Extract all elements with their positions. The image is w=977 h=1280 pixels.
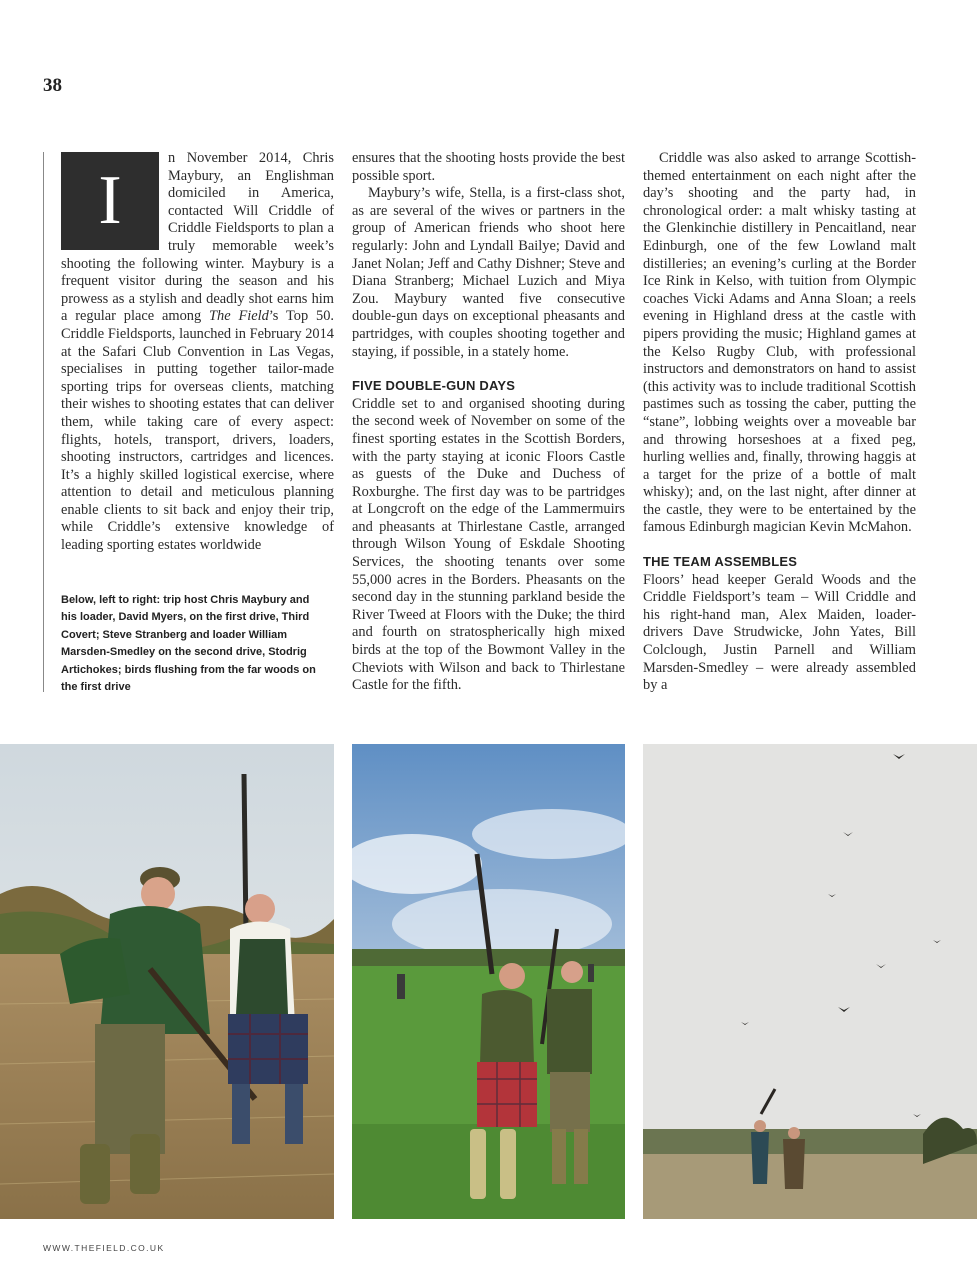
article-column-3 xyxy=(643,150,916,695)
subheading: THE TEAM ASSEMBLES xyxy=(643,554,798,570)
photo-stranberg-and-loader xyxy=(352,744,625,1219)
magazine-title: The Field xyxy=(209,308,269,325)
subheading: FIVE DOUBLE-GUN DAYS xyxy=(352,378,516,394)
page-number: 38 xyxy=(43,75,62,96)
photo-birds-flushing xyxy=(643,744,977,1219)
photo-caption: Below, left to right: trip host Chris Maybury and his loader, David Myers, on the first drive, Third Covert; Steve Stranberg and loader William Marsden-Smedley on the second drive, Stodrig Artichokes; birds flushing from the far woods on the first drive xyxy=(61,594,316,694)
paragraph: Criddle was also asked to arrange Scottish-themed entertainment on each night after the day’s shooting and the party had, in chronological order: a malt whisky tasting at the Glenkinchie distillery in Pencaitland, near Edinburgh, one of the few Lowland malt distilleries; an evening’s curling at the Border Ice Rink in Kelso, with tuition from Olympic coaches Vicki Adams and Anna Sloan; a reels evening in Highland dress at the castle with pipers providing the music; Highland games at the Kelso Rugby Club, with professional instructors and demonstrators on hand to assist (this activity was to include traditional Scottish pastimes such as tossing the caber, putting the “stane”, lobbing weights over a moveable bar and throwing horseshoes at a fixed peg, hurling wellies and, finally, throwing haggis at a target for the prize of a bottle of malt whisky); and, on the last night, after dinner at the castle, they were to be entertained by the famous Edinburgh magician Kevin McMahon. xyxy=(643,150,916,536)
intro-text-start: n November 2014, Chris Maybury, an Englishman domiciled in America, contacted Will Criddle of Criddle Fieldsports to plan a truly memorable week’s shooting the following winter. Maybury is a frequent visitor during the season and his prowess as a stylish and deadly shot earns him a regular place among xyxy=(61,150,334,325)
article-column-1 xyxy=(61,150,334,555)
column-rule xyxy=(43,152,44,692)
intro-paragraph xyxy=(61,150,334,555)
paragraph: Maybury’s wife, Stella, is a first-class shot, as are several of the wives or partners in the group of American friends who shoot here regularly: John and Lyndall Bailye; David and Janet Nolan; Jeff and Cathy Dishner; Steve and Diana Stranberg; Michael Luzich and Miya Zou. Maybury wanted five consecutive double-gun days on exceptional pheasants and partridges, with couples shooting together and staying, if possible, in a stately home. xyxy=(352,185,625,360)
paragraph: ensures that the shooting hosts provide the best possible sport. xyxy=(352,150,625,184)
paragraph: Floors’ head keeper Gerald Woods and the Criddle Fieldsport’s team – Will Criddle and his right-hand man, Alex Maiden, loader-drivers Dave Strudwicke, John Yates, Bill Colclough, Justin Parnell and William Marsden-Smedley – were already assembled by a xyxy=(643,571,916,694)
drop-cap: I xyxy=(61,152,159,250)
intro-text-end: ’s Top 50. Criddle Fieldsports, launched in February 2014 at the Safari Club Convention in Las Vegas, specialises in putting together tailor-made sporting trips for overseas clients, matching their wishes to shooting estates that can deliver them, while taking care of every aspect: flights, hotels, transport, drivers, loaders, shooting instructors, cartridges and licences. It’s a highly skilled logistical exercise, where attention to detail and meticulous planning enable clients to sit back and enjoy their trip, while Criddle’s extensive knowledge of leading sporting estates worldwide xyxy=(61,308,334,554)
article-column-2 xyxy=(352,150,625,695)
paragraph: Criddle set to and organised shooting during the second week of November on some of the finest sporting estates in the Scottish Borders, with the party staying at iconic Floors Castle as guests of the Duke and Duchess of Roxburghe. The first day was to be partridges at Longcroft on the edge of the Lammermuirs and pheasants at Thirlestane Castle, arranged through Wilson Young of Eskdale Shooting Services, the shooting tenants over some 55,000 acres in the Borders. Pheasants on the second day in the stunning parkland beside the River Tweed at Floors with the Duke; the third and fourth on stratospherically high mixed birds at the top of the Bowmont Valley in the Cheviots with Wilson and back to Thirlestane Castle for the fifth. xyxy=(352,395,625,694)
photo-host-and-loader xyxy=(0,744,334,1219)
footer-url: WWW.THEFIELD.CO.UK xyxy=(43,1243,165,1253)
